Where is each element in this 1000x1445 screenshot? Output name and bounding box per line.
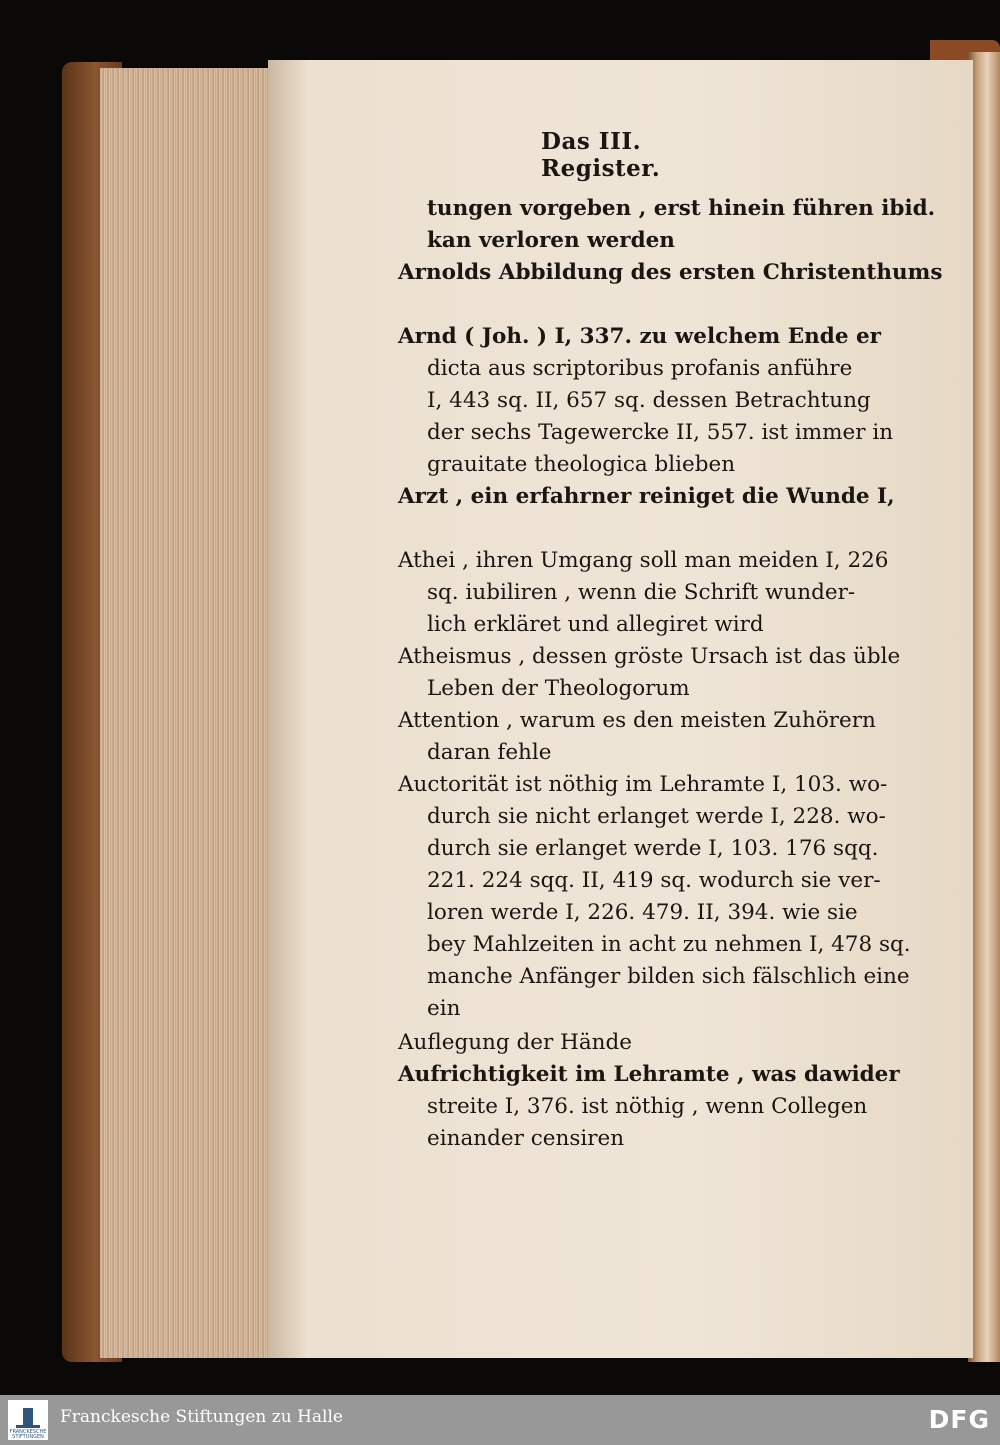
index-line: bey Mahlzeiten in acht zu nehmen I, 478 sq. [427,932,911,957]
index-entry: Arnd ( Joh. ) I, 337. zu welchem Ende er [398,324,882,349]
index-line: ein [427,996,461,1021]
logo-base [16,1425,40,1428]
viewer-footer [0,1395,1000,1445]
index-line: sq. iubiliren , wenn die Schrift wunder- [427,580,856,605]
index-line: manche Anfänger bilden sich fälschlich eine [427,964,910,989]
index-line: dicta aus scriptoribus profanis anführe [427,356,853,381]
index-line: einander censiren [427,1126,625,1151]
logo-caption: FRANCKESCHE STIFTUNGEN [9,1429,47,1440]
index-line: grauitate theologica blieben [427,452,736,477]
index-line: lich erkläret und allegiret wird [427,612,764,637]
building-icon [23,1408,33,1426]
index-entry: Aufrichtigkeit im Lehramte , was dawider [398,1062,900,1087]
index-line: durch sie erlanget werde I, 103. 176 sqq. [427,836,879,861]
page-header: Das III. Register. [541,128,661,182]
index-entry: Athei , ihren Umgang soll man meiden I, 226 [398,548,889,573]
index-line: streite I, 376. ist nöthig , wenn Collegen [427,1094,868,1119]
index-entry: Atheismus , dessen gröste Ursach ist das üble [398,644,901,669]
index-line: tungen vorgeben , erst hinein führen ibid. [427,196,936,221]
index-line: kan verloren werden [427,228,675,253]
institution-name[interactable]: Franckesche Stiftungen zu Halle [60,1407,343,1427]
index-entry: Arzt , ein erfahrner reiniget die Wunde I, [398,484,895,509]
dfg-logo[interactable]: DFG [928,1405,990,1434]
index-line: Leben der Theologorum [427,676,690,701]
index-line: daran fehle [427,740,552,765]
index-line: loren werde I, 226. 479. II, 394. wie sie [427,900,858,925]
index-line: 221. 224 sqq. II, 419 sq. wodurch sie ver- [427,868,881,893]
index-entry: Auctorität ist nöthig im Lehramte I, 103. wo- [398,772,888,797]
index-line: der sechs Tagewercke II, 557. ist immer in [427,420,894,445]
index-line: durch sie nicht erlanget werde I, 228. wo- [427,804,886,829]
index-entry: Auflegung der Hände [398,1030,632,1055]
index-entry: Attention , warum es den meisten Zuhörern [398,708,876,733]
index-line: I, 443 sq. II, 657 sq. dessen Betrachtung [427,388,871,413]
index-entry: Arnolds Abbildung des ersten Christenthums [398,260,943,285]
page-edges [100,68,280,1358]
francke-logo[interactable] [8,1400,48,1440]
